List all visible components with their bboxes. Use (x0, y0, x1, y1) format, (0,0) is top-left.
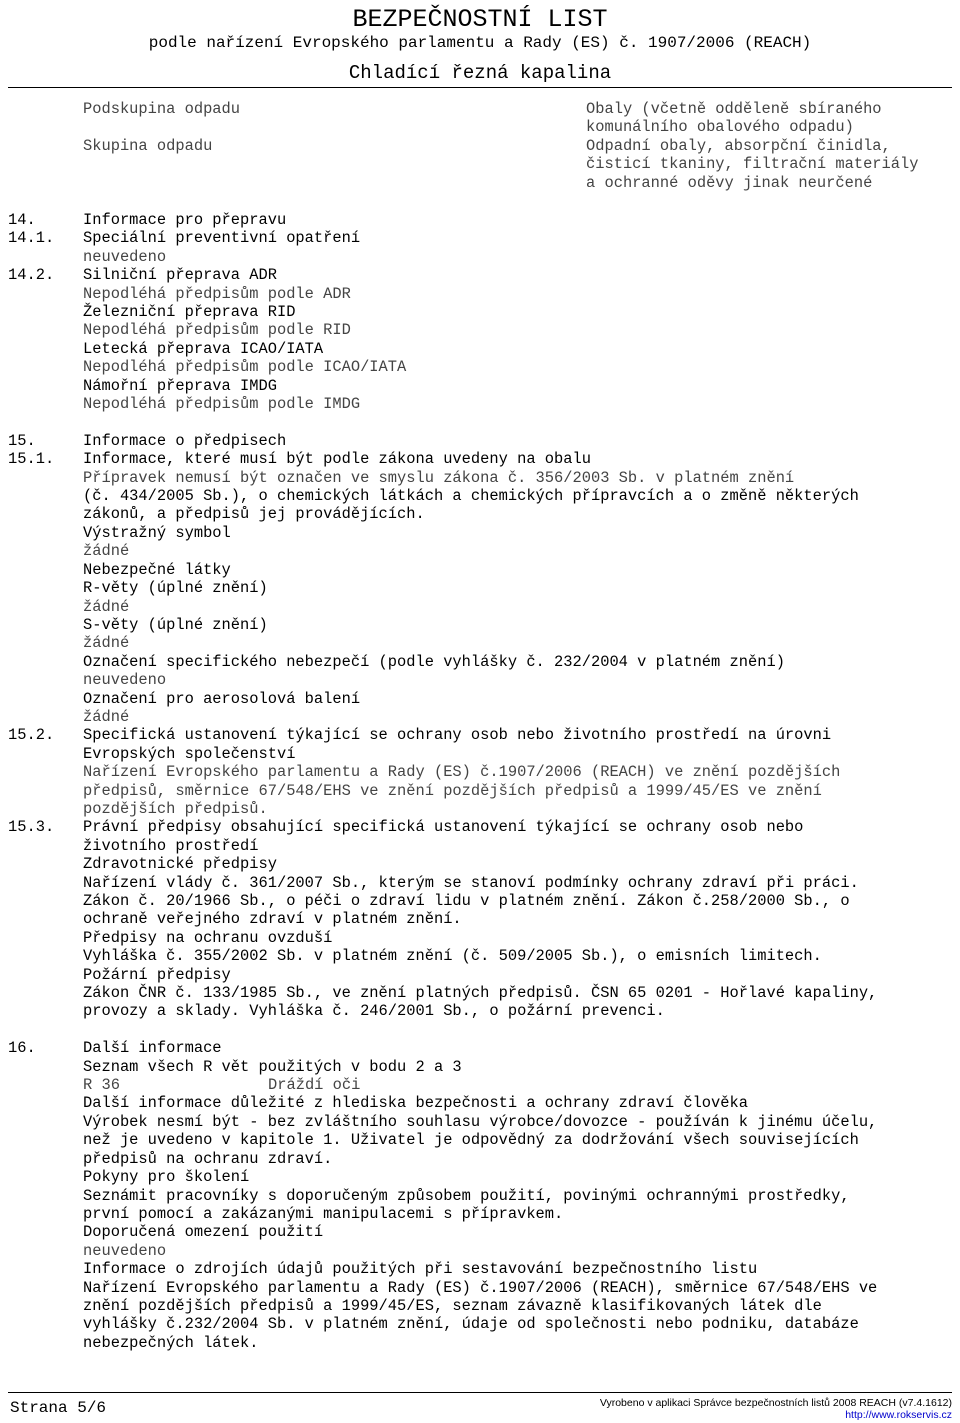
document-body (8, 211, 954, 1352)
r36-row (8, 1076, 954, 1094)
usage-restrictions-label: Doporučená omezení použití (83, 1223, 324, 1242)
aerosol-label: Označení pro aerosolová balení (83, 689, 361, 708)
r36-text: Dráždí oči (268, 1076, 361, 1095)
safety-info-label: Další informace důležité z hlediska bezpečnosti a ochrany zdraví člověka (83, 1094, 748, 1113)
paragraph-line: Přípravek nemusí být označen ve smyslu zákona č. 356/2003 Sb. v platném znění (83, 468, 795, 487)
paragraph-line: Výrobek nesmí být - bez zvláštního souhlasu výrobce/dovozce - používán k jinému účelu, (83, 1112, 878, 1131)
section-14-2-adr: 14.2. Silniční přeprava ADR (8, 266, 277, 285)
waste-line: Obaly (včetně odděleně sbíraného (586, 100, 882, 118)
generator-link[interactable]: http://www.rokservis.cz (845, 1409, 952, 1421)
aerosol-value: žádné (83, 707, 130, 726)
symbol-value: žádné (83, 542, 130, 561)
s-phrases-label: S-věty (úplné znění) (83, 615, 268, 634)
section-14-1-value: neuvedeno (83, 247, 167, 266)
waste-line: čisticí tkaniny, filtrační materiály (586, 155, 919, 174)
section-14-1-heading: 14.1. Speciální preventivní opatření (8, 229, 361, 248)
imdg-value: Nepodléhá předpisům podle IMDG (83, 395, 361, 414)
paragraph-line: předpisů, směrnice 67/548/EHS ve znění pozdějších předpisů a 1999/45/ES ve znění (83, 781, 822, 800)
paragraph-line: Vyhláška č. 355/2002 Sb. v platném znění (č. 509/2005 Sb.), o emisních limitech. (83, 947, 822, 966)
paragraph-line: nebezpečných látek. (83, 1333, 259, 1352)
air-regulations-label: Předpisy na ochranu ovzduší (83, 928, 333, 947)
rid-value: Nepodléhá předpisům podle RID (83, 321, 351, 340)
dangerous-substances-label: Nebezpečné látky (83, 560, 231, 579)
paragraph-line: (č. 434/2005 Sb.), o chemických látkách a chemických přípravcích a o změně některých (83, 487, 859, 506)
paragraph-line: než je uvedeno v kapitole 1. Uživatel je odpovědný za dodržování všech souvisejících (83, 1131, 859, 1150)
section-15-2-heading: 15.2. Specifická ustanovení týkající se ochrany osob nebo životního prostředí na úrovni (8, 726, 832, 745)
paragraph-line: Zákon ČNR č. 133/1985 Sb., ve znění platných předpisů. ČSN 65 0201 - Hořlavé kapaliny, (83, 984, 878, 1003)
paragraph-line: zákonů, a předpisů jej provádějících. (83, 505, 425, 524)
data-sources-label: Informace o zdrojích údajů použitých při sestavování bezpečnostního listu (83, 1260, 758, 1279)
paragraph-line: Nařízení vlády č. 361/2007 Sb., kterým se stanoví podmínky ochrany zdraví při práci. (83, 873, 859, 892)
paragraph-line: pozdějších předpisů. (83, 799, 268, 818)
section-15-heading: 15. Informace o předpisech (8, 431, 287, 450)
section-15-2-heading-cont: Evropských společenství (83, 744, 296, 763)
paragraph-line: Nařízení Evropského parlamentu a Rady (ES) č.1907/2006 (REACH) ve znění pozdějších (83, 763, 841, 782)
paragraph-line: Nařízení Evropského parlamentu a Rady (ES) č.1907/2006 (REACH), směrnice 67/548/EHS ve (83, 1278, 878, 1297)
fire-regulations-label: Požární předpisy (83, 965, 231, 984)
health-regulations-label: Zdravotnické předpisy (83, 855, 277, 874)
section-15-1-heading: 15.1. Informace, které musí být podle zákona uvedeny na obalu (8, 450, 591, 469)
document-title: BEZPEČNOSTNÍ LIST (352, 5, 608, 34)
usage-restrictions-value: neuvedeno (83, 1241, 167, 1260)
section-15-3-heading: 15.3. Právní předpisy obsahující specifická ustanovení týkající se ochrany osob nebo (8, 818, 804, 837)
s-phrases-value: žádné (83, 634, 130, 653)
specific-hazard-value: neuvedeno (83, 671, 167, 690)
icao-label: Letecká přeprava ICAO/IATA (83, 339, 324, 358)
paragraph-line: provozy a sklady. Vyhláška č. 246/2001 Sb., o požární prevenci. (83, 1002, 665, 1021)
header-rule (8, 87, 952, 88)
icao-value: Nepodléhá předpisům podle ICAO/IATA (83, 358, 407, 377)
paragraph-line: ochraně veřejného zdraví v platném znění. (83, 910, 462, 929)
section-16-heading: 16. Další informace (8, 1039, 222, 1058)
adr-value: Nepodléhá předpisům podle ADR (83, 284, 351, 303)
waste-description (586, 100, 956, 192)
paragraph-line: znění pozdějších předpisů a 1999/45/ES, seznam závazně klasifikovaných látek dle (83, 1296, 822, 1315)
waste-subgroup-label: Podskupina odpadu (83, 100, 241, 118)
footer-rule (8, 1392, 952, 1393)
specific-hazard-label: Označení specifického nebezpečí (podle vyhlášky č. 232/2004 v platném znění) (83, 652, 785, 671)
section-14-heading: 14. Informace pro přepravu (8, 211, 287, 229)
r-phrases-label: R-věty (úplné znění) (83, 579, 268, 598)
training-label: Pokyny pro školení (83, 1168, 250, 1187)
paragraph-line: vyhlášky č.232/2004 Sb. v platném znění, údaje od společnosti nebo podniku, databáze (83, 1315, 859, 1334)
imdg-label: Námořní přeprava IMDG (83, 376, 277, 395)
paragraph-line: předpisů na ochranu zdraví. (83, 1149, 333, 1168)
symbol-label: Výstražný symbol (83, 523, 231, 542)
paragraph-line: Zákon č. 20/1966 Sb., o péči o zdraví lidu v platném znění. Zákon č.258/2000 Sb., o (83, 892, 850, 911)
waste-line: Odpadní obaly, absorpční činidla, (586, 136, 891, 155)
document-subtitle: podle nařízení Evropského parlamentu a Rady (ES) č. 1907/2006 (REACH) (148, 34, 812, 52)
waste-line: a ochranné oděvy jinak neurčené (586, 173, 873, 192)
section-15-3-heading-cont: životního prostředí (83, 836, 259, 855)
document-footer (0, 1392, 960, 1423)
paragraph-line: Seznámit pracovníky s doporučeným způsobem použití, povinými ochrannými prostředky, (83, 1186, 850, 1205)
r36-code: R 36 (83, 1076, 120, 1095)
rid-label: Železniční přeprava RID (83, 303, 296, 322)
waste-line: komunálního obalového odpadu) (586, 118, 854, 137)
generator-credit (600, 1397, 952, 1421)
r-phrase-list-label: Seznam všech R vět použitých v bodu 2 a 3 (83, 1057, 462, 1076)
paragraph-line: první pomocí a zakázanými manipulacemi s přípravkem. (83, 1204, 564, 1223)
r-phrases-value: žádné (83, 597, 130, 616)
waste-group-label: Skupina odpadu (83, 137, 213, 155)
document-header (0, 0, 960, 88)
product-name: Chladící řezná kapalina (348, 62, 612, 84)
page-number: Strana 5/6 (10, 1399, 107, 1417)
generator-text: Vyrobeno v aplikaci Správce bezpečnostních listů 2008 REACH (v7.4.1612) (599, 1397, 952, 1409)
